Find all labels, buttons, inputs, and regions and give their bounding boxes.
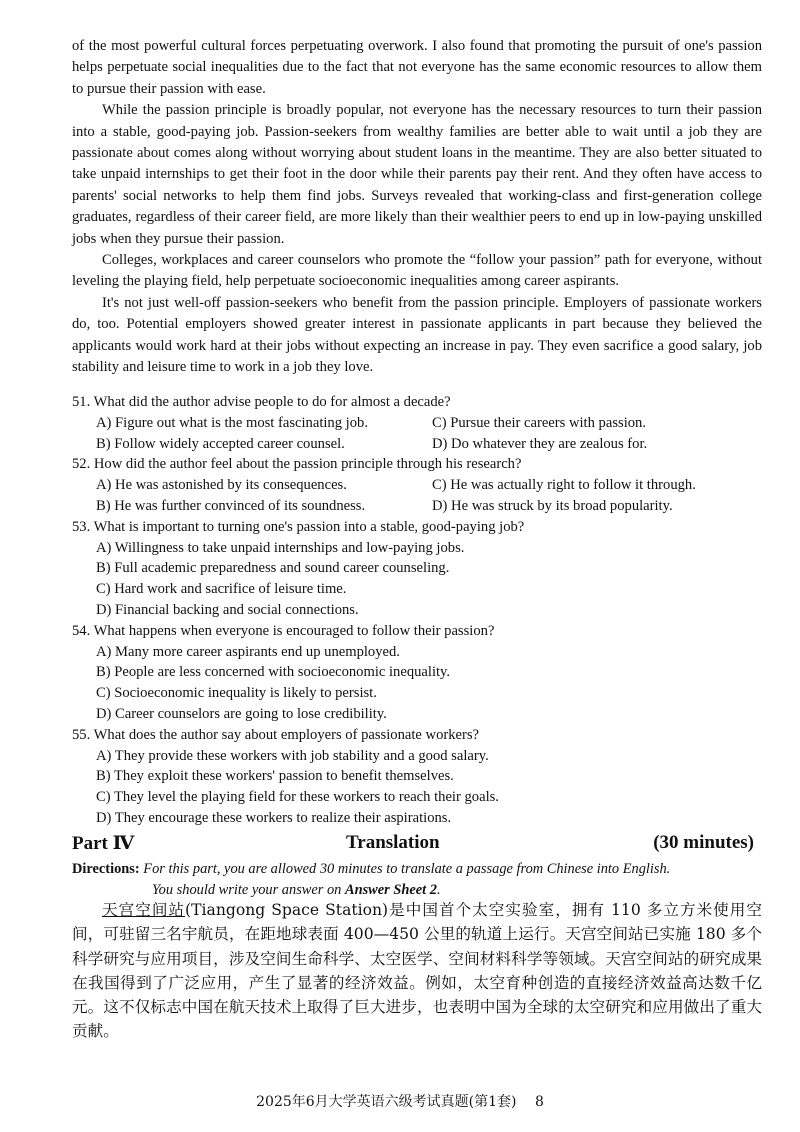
question-stem: 51. What did the author advise people to do for almost a decade?	[72, 394, 451, 410]
option-b[interactable]: B) Follow widely accepted career counsel.	[96, 435, 345, 452]
option-b[interactable]: B) People are less concerned with socioeconomic inequality.	[96, 664, 451, 681]
question-stem: 54. What happens when everyone is encouraged to follow their passion?	[72, 622, 495, 639]
answer-options	[96, 642, 762, 725]
answer-options	[96, 538, 762, 621]
option-a[interactable]: A) Figure out what is the most fascinating job.	[96, 414, 368, 431]
part-time-limit: (30 minutes)	[653, 832, 754, 853]
option-a[interactable]: A) Willingness to take unpaid internships and low-paying jobs.	[96, 539, 465, 556]
question-list	[72, 392, 762, 829]
answer-options	[96, 746, 762, 829]
option-b[interactable]: B) He was further convinced of its soundness.	[96, 497, 366, 514]
passage-paragraph-3: Colleges, workplaces and career counselors who promote the “follow your passion” path for everyone, without leveling the playing field, help perpetuate socioeconomic inequalities among career aspirants.	[72, 252, 762, 290]
answer-sheet-label: Answer Sheet 2	[344, 881, 437, 898]
part-label: Part Ⅳ	[72, 833, 135, 854]
question-51	[72, 392, 762, 454]
question-stem: 52. How did the author feel about the passion principle through his research?	[72, 456, 522, 473]
option-d[interactable]: D) He was struck by its broad popularity.	[432, 497, 673, 514]
option-c[interactable]: C) They level the playing field for these workers to reach their goals.	[96, 789, 499, 806]
directions-line2-pre: You should write your answer on	[152, 881, 345, 898]
question-52	[72, 454, 762, 516]
option-a[interactable]: A) Many more career aspirants end up unemployed.	[96, 643, 400, 660]
question-stem: 53. What is important to turning one's passion into a stable, good-paying job?	[72, 518, 525, 535]
translation-key-term: 天宫空间站	[102, 901, 186, 919]
passage-paragraph-2: While the passion principle is broadly popular, not everyone has the necessary resources to turn their passion into a stable, good-paying job. Passion-seekers from wealthy families are better able to wait until a job they are passionate about comes along without worrying about student loans in the meantime. They are also better situated to take unpaid internships to get their foot in the door while their parents pay their rent. And they often have access to parents' social networks to help them find jobs. Surveys revealed that working-class and first-generation college graduates, regardless of their career field, are more likely than their wealthier peers to end up in low-paying unskilled jobs when they pursue their passion.	[72, 102, 762, 247]
option-d[interactable]: D) Do whatever they are zealous for.	[432, 435, 648, 452]
option-c[interactable]: C) Pursue their careers with passion.	[432, 414, 646, 431]
passage-paragraph-4: It's not just well-off passion-seekers who benefit from the passion principle. Employers of passionate workers do, too. Potential employers showed greater interest in passionate applicants in part because they believed the applicants would work hard at their jobs without expecting an increase in pay. They even sacrifice a good salary, job stability and leisure time to work in a job they love.	[72, 294, 762, 376]
question-53	[72, 517, 762, 621]
option-c[interactable]: C) He was actually right to follow it through.	[432, 477, 696, 494]
directions	[72, 859, 762, 900]
directions-line2-post: .	[436, 881, 441, 898]
answer-options	[96, 475, 762, 517]
question-55	[72, 725, 762, 829]
option-b[interactable]: B) They exploit these workers' passion to benefit themselves.	[96, 768, 454, 785]
part-title: Translation	[346, 832, 440, 853]
part-header	[72, 832, 754, 858]
option-c[interactable]: C) Socioeconomic inequality is likely to persist.	[96, 685, 377, 702]
page-footer: 2025年6月大学英语六级考试真题(第1套) 8	[256, 1094, 544, 1110]
option-d[interactable]: D) Financial backing and social connections.	[96, 601, 359, 618]
option-a[interactable]: A) He was astonished by its consequences.	[96, 477, 347, 494]
question-54	[72, 621, 762, 725]
question-stem: 55. What does the author say about employers of passionate workers?	[72, 726, 480, 743]
reading-passage	[72, 36, 762, 379]
option-d[interactable]: D) Career counselors are going to lose credibility.	[96, 705, 387, 722]
answer-options	[96, 413, 762, 455]
option-c[interactable]: C) Hard work and sacrifice of leisure time.	[96, 581, 347, 598]
directions-text: For this part, you are allowed 30 minutes to translate a passage from Chinese into English.	[143, 861, 671, 877]
directions-label: Directions:	[72, 861, 140, 877]
translation-passage	[72, 898, 762, 1044]
option-a[interactable]: A) They provide these workers with job stability and a good salary.	[96, 747, 489, 764]
translation-body: (Tiangong Space Station)是中国首个太空实验室，拥有 110 多立方米使用空间，可驻留三名宇航员，在距地球表面 400—450 公里的轨道上运行。天宫空间站已实施 180 多个科学研究与应用项目，涉及空间生命科学、太空医学、空间材料科学等领域。天宫空间站的研究成果在我国得到了广泛应用，产生了显著的经济效益。例如，太空育种创造的直接经济效益高达数千亿元。这不仅标志中国在航天技术上取得了巨大进步，也表明中国为全球的太空研究和应用做出了重大贡献。	[72, 901, 762, 1041]
option-d[interactable]: D) They encourage these workers to realize their aspirations.	[96, 809, 452, 826]
option-b[interactable]: B) Full academic preparedness and sound career counseling.	[96, 560, 450, 577]
passage-paragraph-1: of the most powerful cultural forces perpetuating overwork. I also found that promoting the pursuit of one's passion helps perpetuate social inequalities due to the fact that not everyone has the same economic resources to allow them to pursue their passion with ease.	[72, 38, 762, 97]
